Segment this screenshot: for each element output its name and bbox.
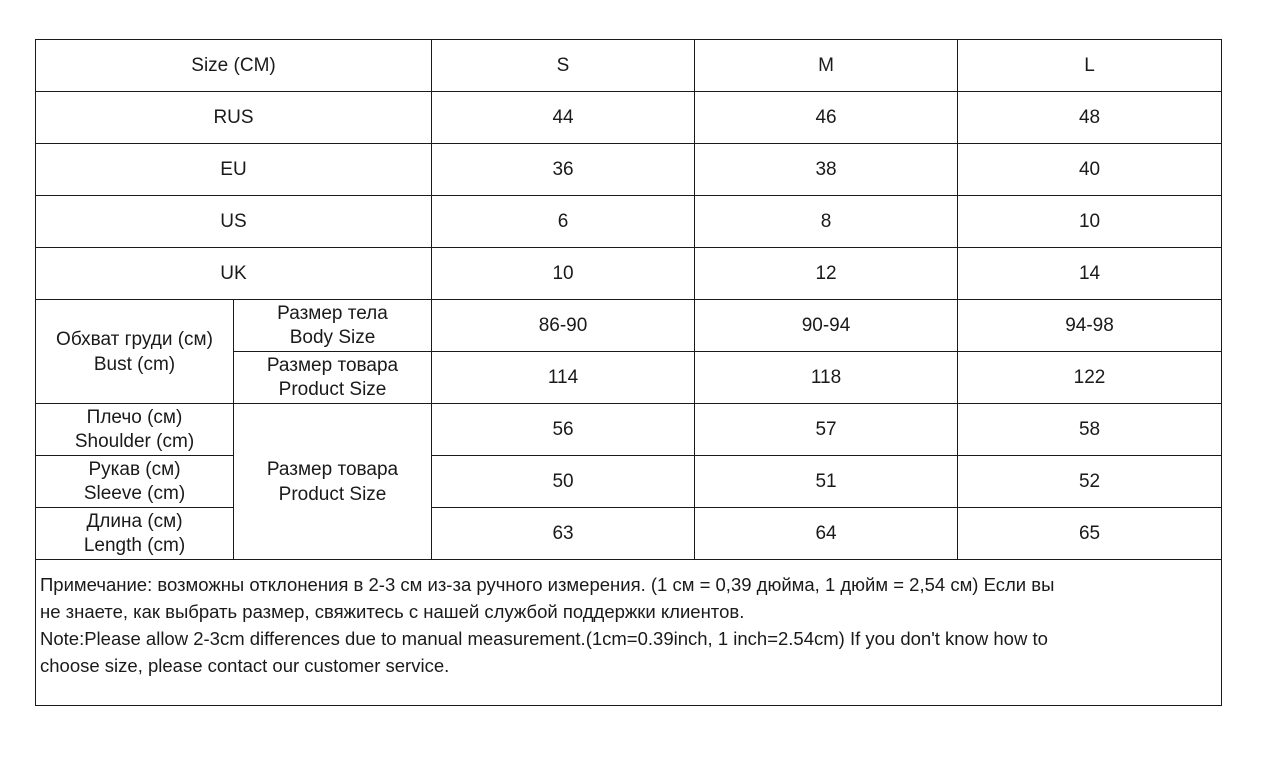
sleeve-s: 50 [432,456,695,508]
table-row-eu [36,144,1222,196]
sleeve-label-en: Sleeve (cm) [83,482,186,504]
uk-s: 10 [432,248,695,300]
bust-label-en: Bust (cm) [93,353,176,375]
rus-m: 46 [695,92,958,144]
table-row-note [36,560,1222,706]
shoulder-l: 58 [958,404,1222,456]
bust-product-label-cell [234,352,432,404]
bust-body-l: 94-98 [958,300,1222,352]
us-m: 8 [695,196,958,248]
shoulder-label-ru: Плечо (см) [86,406,183,428]
size-header-cell: Size (CM) [36,40,432,92]
body-size-label-cell [234,300,432,352]
length-label-ru: Длина (см) [86,510,183,532]
note-en-line-1: Note:Please allow 2-3cm differences due to manual measurement.(1cm=0.39inch, 1 inch=2.54cm) If you don't know how to [40,628,1048,649]
product-size-label-ru: Размер товара [266,458,399,480]
bust-body-m: 90-94 [695,300,958,352]
eu-label: EU [36,144,432,196]
table-row-bust-body [36,300,1222,352]
table-row-sleeve [36,456,1222,508]
length-m: 64 [695,508,958,560]
bust-product-m: 118 [695,352,958,404]
product-size-label-en: Product Size [278,483,387,505]
uk-l: 14 [958,248,1222,300]
table-row-header [36,40,1222,92]
length-l: 65 [958,508,1222,560]
shoulder-s: 56 [432,404,695,456]
rus-label: RUS [36,92,432,144]
rus-s: 44 [432,92,695,144]
shoulder-m: 57 [695,404,958,456]
note-ru-line-2: не знаете, как выбрать размер, свяжитесь с нашей службой поддержки клиентов. [40,601,745,622]
uk-label: UK [36,248,432,300]
body-size-label-ru: Размер тела [277,302,388,324]
sleeve-label-ru: Рукав (см) [88,458,181,480]
us-label: US [36,196,432,248]
table-row-shoulder [36,404,1222,456]
note-cell [36,560,1222,706]
shoulder-label-cell [36,404,234,456]
note-en-line-2: choose size, please contact our customer service. [40,655,450,676]
size-chart-table [35,39,1222,706]
bust-product-label-en: Product Size [278,378,387,400]
size-s-header: S [432,40,695,92]
length-label-cell [36,508,234,560]
shoulder-label-en: Shoulder (cm) [74,430,195,452]
table-row-us [36,196,1222,248]
bust-product-label-ru: Размер товара [266,354,399,376]
body-size-label-en: Body Size [289,326,376,348]
size-l-header: L [958,40,1222,92]
rus-l: 48 [958,92,1222,144]
length-s: 63 [432,508,695,560]
bust-product-s: 114 [432,352,695,404]
uk-m: 12 [695,248,958,300]
bust-body-s: 86-90 [432,300,695,352]
eu-s: 36 [432,144,695,196]
sleeve-label-cell [36,456,234,508]
bust-label-cell [36,300,234,404]
us-l: 10 [958,196,1222,248]
us-s: 6 [432,196,695,248]
table-row-uk [36,248,1222,300]
bust-product-l: 122 [958,352,1222,404]
eu-m: 38 [695,144,958,196]
length-label-en: Length (cm) [83,534,186,556]
bust-label-ru: Обхват груди (см) [56,328,213,350]
table-row-rus [36,92,1222,144]
table-row-length [36,508,1222,560]
product-size-label-cell [234,404,432,560]
sleeve-m: 51 [695,456,958,508]
eu-l: 40 [958,144,1222,196]
note-ru-line-1: Примечание: возможны отклонения в 2-3 см из-за ручного измерения. (1 см = 0,39 дюйма, 1 дюйм = 2,54 см) Если вы [40,574,1055,595]
size-m-header: M [695,40,958,92]
sleeve-l: 52 [958,456,1222,508]
